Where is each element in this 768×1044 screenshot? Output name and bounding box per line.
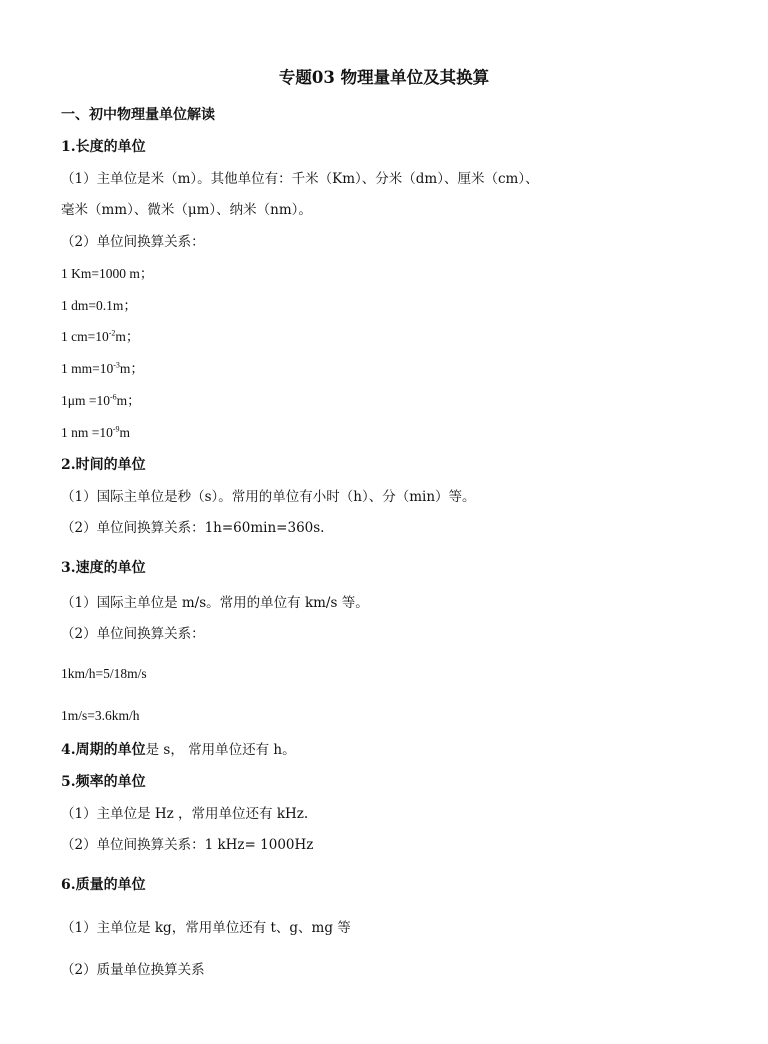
- length-equation-km: 1 Km=1000 m；: [61, 266, 154, 281]
- heading-length-units: 1.长度的单位: [61, 139, 146, 155]
- equation-unit: m；: [116, 393, 141, 408]
- equation-unit: m；: [119, 361, 144, 376]
- equation-base: 1 nm =10: [61, 425, 113, 440]
- speed-paragraph-1: （1）国际主单位是 m/s。常用的单位有 km/s 等。: [61, 595, 369, 611]
- heading-mass-units: 6.质量的单位: [61, 877, 146, 893]
- section-heading-unit-interpretation: 一、初中物理量单位解读: [61, 107, 215, 123]
- heading-time-units: 2.时间的单位: [61, 457, 146, 473]
- equation-exponent: -9: [112, 424, 120, 434]
- length-equation-mm: [61, 360, 144, 378]
- length-paragraph-1: （1）主单位是米（m）。其他单位有：千米（Km）、分米（dm）、厘米（cm）、: [61, 171, 539, 187]
- speed-equation-kmh: 1km/h=5/18m/s: [61, 666, 147, 681]
- frequency-paragraph-2: （2）单位间换算关系：1 kHz= 1000Hz: [61, 837, 314, 853]
- mass-paragraph-2: （2）质量单位换算关系: [61, 962, 205, 978]
- equation-unit: m；: [115, 329, 140, 344]
- length-equation-nm: [61, 424, 130, 442]
- length-equation-um: [61, 392, 141, 410]
- equation-base: 1 cm=10: [61, 329, 109, 344]
- length-equation-dm: 1 dm=0.1m；: [61, 298, 137, 313]
- length-paragraph-2: 毫米（mm）、微米（μm）、纳米（nm）。: [61, 202, 312, 218]
- period-text: 是 s， 常用单位还有 h。: [145, 742, 296, 758]
- equation-unit: m: [119, 425, 131, 440]
- frequency-paragraph-1: （1）主单位是 Hz ，常用单位还有 kHz.: [61, 806, 309, 822]
- speed-paragraph-2: （2）单位间换算关系：: [61, 626, 205, 642]
- time-paragraph-2: （2）单位间换算关系：1h=60min=360s.: [61, 520, 325, 536]
- period-line: [61, 741, 296, 759]
- mass-paragraph-1: （1）主单位是 kg，常用单位还有 t、g、mg 等: [61, 920, 351, 936]
- equation-base: 1 mm=10: [61, 361, 114, 376]
- speed-equation-ms: 1m/s=3.6km/h: [61, 708, 140, 723]
- time-paragraph-1: （1）国际主单位是秒（s）。常用的单位有小时（h）、分（min）等。: [61, 489, 476, 505]
- heading-period-units: 4.周期的单位: [61, 742, 146, 758]
- equation-base: 1μm =10: [61, 393, 110, 408]
- equation-exponent: -2: [108, 328, 116, 338]
- length-equation-cm: [61, 328, 139, 346]
- page-title: 专题03 物理量单位及其换算: [278, 68, 490, 87]
- length-paragraph-3: （2）单位间换算关系：: [61, 234, 205, 250]
- equation-exponent: -6: [109, 392, 117, 402]
- heading-speed-units: 3.速度的单位: [61, 560, 146, 576]
- heading-frequency-units: 5.频率的单位: [61, 774, 146, 790]
- equation-exponent: -3: [113, 360, 120, 370]
